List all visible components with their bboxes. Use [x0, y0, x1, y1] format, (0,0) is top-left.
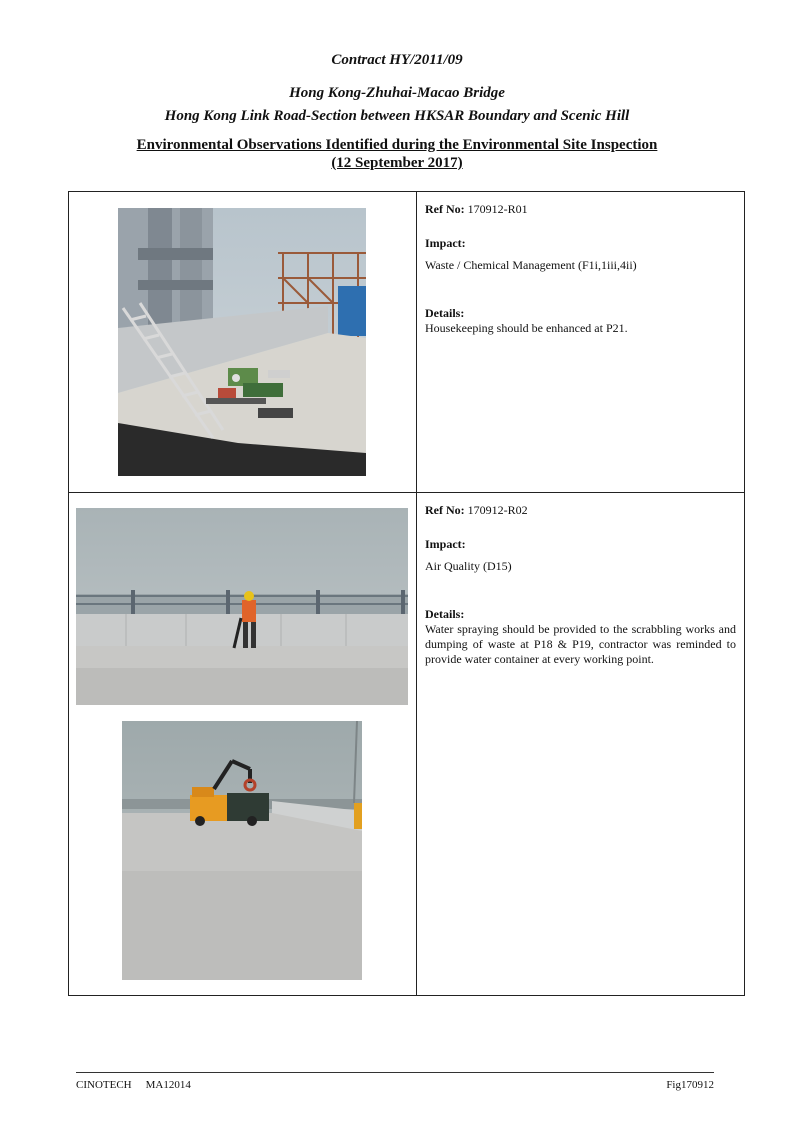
contract-number: Contract HY/2011/09 [331, 52, 463, 68]
site-photo-p19-waste-dumping [122, 721, 362, 980]
impact-label: Impact: [425, 236, 466, 250]
site-photo-p21-waste [118, 208, 366, 476]
observation-text-cell [417, 493, 745, 996]
ref-number: 170912-R01 [467, 202, 528, 216]
footer-fig-number: Fig170912 [666, 1079, 714, 1091]
details-text: Water spraying should be provided to the scrabbling works and dumping of waste at P18 & P19, contractor was reminded to provide water container at every working point. [425, 622, 736, 666]
project-title-line1: Hong Kong-Zhuhai-Macao Bridge [289, 85, 505, 101]
details-text: Housekeeping should be enhanced at P21. [425, 321, 628, 335]
footer-divider [76, 1072, 714, 1073]
impact-value: Waste / Chemical Management (F1i,1iii,4ii) [425, 258, 637, 272]
ref-number: 170912-R02 [467, 503, 528, 517]
impact-value: Air Quality (D15) [425, 559, 512, 573]
footer-company: CINOTECH [76, 1079, 132, 1091]
details-label: Details: [425, 607, 465, 621]
site-photo-p18-scrabbling [76, 508, 408, 705]
footer-left [76, 1079, 191, 1091]
impact-label: Impact: [425, 537, 466, 551]
footer-doc-code: MA12014 [145, 1079, 191, 1091]
details-label: Details: [425, 306, 465, 320]
report-title: Environmental Observations Identified during the Environmental Site Inspection [136, 137, 658, 153]
ref-label: Ref No: [425, 202, 465, 216]
report-date: (12 September 2017) [331, 155, 463, 171]
observation-text-cell [417, 192, 745, 493]
project-title-line2: Hong Kong Link Road-Section between HKSAR Boundary and Scenic Hill [164, 108, 630, 124]
ref-label: Ref No: [425, 503, 465, 517]
